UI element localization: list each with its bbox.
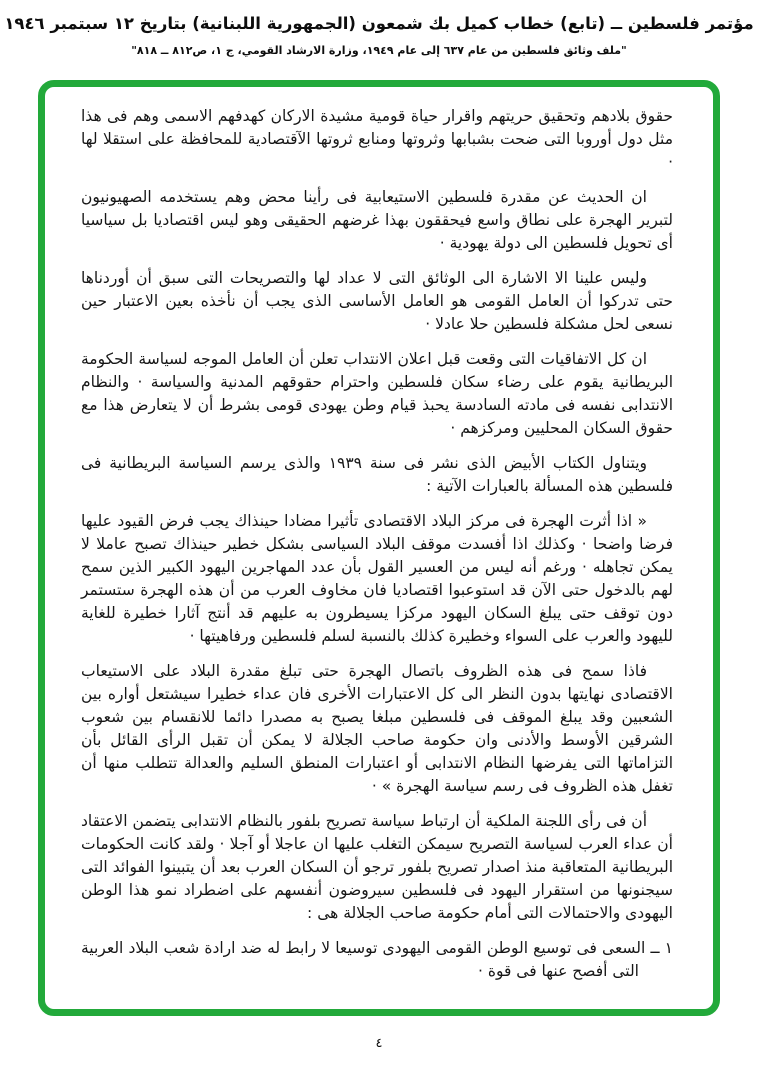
body-paragraph-1: حقوق بلادهم وتحقيق حريتهم واقرار حياة قومية مشيدة الاركان كهدفهم الاسمى وهم فى هذا مثل دول أوروبا التى ضحت بشبابها وثروتها ومنابع ثروتها الآقتصادية للمحافظة على استقلا لها ·	[81, 107, 673, 171]
body-paragraph-8: أن فى رأى اللجنة الملكية أن ارتباط سياسة تصريح بلفور بالنظام الانتدابى يتضمن الاعتقاد أن عداء العرب لسياسة التصريح سيمكن التغلب عليها ان عاجلا أو آجلا · ولقد كانت الحكومات البريطانية المتعاقبة منذ اصدار تصريح بلفور ترجو أن السكان العرب بعد أن يتبينوا الفوائد التى سيجنونها من استقرار اليهود فى فلسطين سيروضون أنفسهم على اضطراد نمو هذا الوطن اليهودى والاحتمالات التى أمام حكومة صاحب الجلالة هى :	[81, 812, 673, 922]
body-paragraph-5: ويتناول الكتاب الأبيض الذى نشر فى سنة ١٩٣٩ والذى يرسم السياسة البريطانية فى فلسطين هذه المسألة بالعبارات الآتية :	[81, 454, 673, 495]
numbered-list-item-1	[81, 937, 673, 983]
body-paragraph-2: ان الحديث عن مقدرة فلسطين الاستيعابية فى رأينا محض وهم يستخدمه الصهيونيون لتبرير الهجرة على نطاق واسع فيحققون بهذا غرضهم الحقيقى وهو ليس اقتصاديا بل سياسيا أى تحويل فلسطين الى دولة يهودية ·	[81, 188, 673, 252]
list-item-text: السعى فى توسيع الوطن القومى اليهودى توسيعا لا رابط له ضد ارادة شعب البلاد العربية التى أفصح عنها فى قوة ·	[81, 939, 646, 980]
list-item-marker: ١ ــ	[650, 939, 673, 957]
header-source-citation: "ملف وثائق فلسطين من عام ٦٣٧ إلى عام ١٩٤٩، وزارة الارشاد القومي، ج ١، ص٨١٢ ــ ٨١٨"	[131, 44, 627, 57]
page-number: ٤	[375, 1036, 383, 1051]
body-paragraph-3: وليس علينا الا الاشارة الى الوثائق التى لا عداد لها والتصريحات التى سبق أن أوردناها حتى تدركوا أن العامل القومى هو العامل الأساسى الذى يجب أن نأخذه بعين الاعتبار حين نسعى لحل مشكلة فلسطين حلا عادلا ·	[81, 269, 673, 333]
page-footer	[0, 1036, 758, 1051]
page-header	[0, 12, 758, 58]
header-title: مؤتمر فلسطين ــ (تابع) خطاب كميل بك شمعون (الجمهورية اللبنانية) بتاريخ ١٢ سبتمبر ١٩٤٦	[4, 14, 754, 33]
body-paragraph-6-quote: « اذا أثرت الهجرة فى مركز البلاد الاقتصادى تأثيرا مضادا حينذاك يجب فرض القيود عليها فرضا واضحا · وكذلك اذا أفسدت موقف البلاد السياسى بشكل خطير حينذاك تصبح عاملا لا يمكن تجاهله · ورغم أنه ليس من العسير القول بأن عدد المهاجرين اليهود الكبير الذين سمح لهم بالدخول حتى الآن قد استوعبوا اقتصاديا فان مخاوف العرب من أن هذه الهجرة ستستمر دون توقف حتى يبلغ السكان اليهود مركزا يسيطرون به عليهم قد أنتج آثارا خطيرة للغاية لليهود والعرب على السواء وخطيرة كذلك بالنسبة لسلم فلسطين ورفاهيتها ·	[81, 512, 673, 645]
body-paragraph-7-quote: فاذا سمح فى هذه الظروف باتصال الهجرة حتى تبلغ مقدرة البلاد على الاستيعاب الاقتصادى نهايتها بدون النظر الى كل الاعتبارات الأخرى فان عداء خطيرا سيشتعل أواره بين الشعبين وقد يبلغ الموقف فى فلسطين مبلغا يصبح به مصدرا دائما للانقسام بين شعوب الشرقين الأوسط والأدنى وان حكومة صاحب الجلالة لا يمكن أن تقبل الرأى القائل بأن التزاماتها التى يفرضها النظام الانتدابى أو اعتبارات المنطق السليم والعدالة تتطلب منها أن تغفل هذه الظروف فى رسم سياسة الهجرة » ·	[81, 662, 673, 795]
body-paragraph-4: ان كل الاتفاقيات التى وقعت قبل اعلان الانتداب تعلن أن العامل الموجه لسياسة الحكومة البريطانية يقوم على رضاء سكان فلسطين واحترام حقوقهم المدنية والسياسة · والنظام الانتدابى نفسه فى مادته السادسة يحبذ قيام وطن يهودى قومى بشرط أن لا يتعارض هذا مع حقوق السكان المحليين ومركزهم ·	[81, 350, 673, 437]
green-border-frame	[38, 80, 720, 1016]
